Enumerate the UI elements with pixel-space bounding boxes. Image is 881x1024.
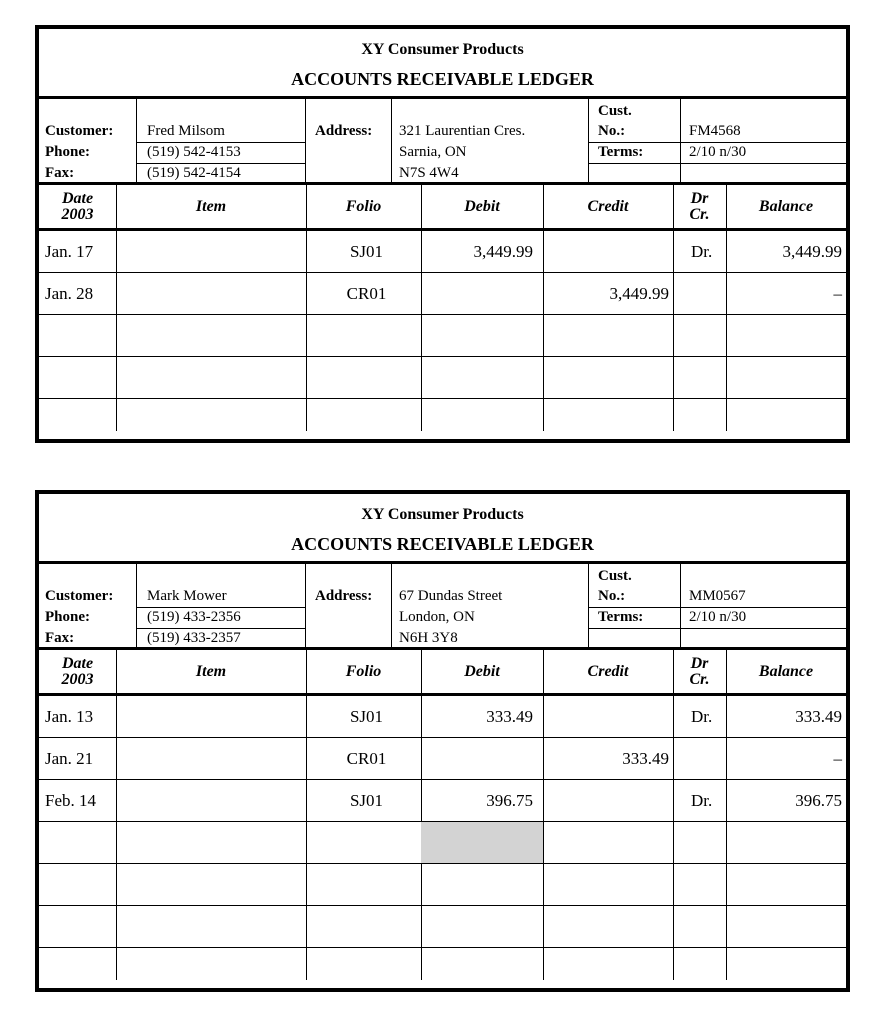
col-balance-label: Balance xyxy=(758,197,814,215)
info-rule xyxy=(588,607,846,608)
col-date xyxy=(39,650,116,693)
entry-debit xyxy=(425,948,533,989)
entry-folio xyxy=(309,315,424,356)
col-balance-label: Balance xyxy=(758,662,814,680)
entry-debit xyxy=(425,273,533,314)
customer-name: Fred Milsom xyxy=(147,123,225,139)
info-divider xyxy=(305,564,306,647)
col-debit xyxy=(421,650,543,693)
info-rule xyxy=(136,163,305,164)
entry-debit xyxy=(425,822,533,863)
address-line-1: 321 Laurentian Cres. xyxy=(399,123,526,139)
col-debit xyxy=(421,185,543,228)
ledger-card-fred-milsom xyxy=(35,25,850,443)
entry-drcr: Dr. xyxy=(691,791,713,810)
entry-balance xyxy=(729,948,842,989)
entry-debit xyxy=(425,357,533,398)
col-date-label: 2003 xyxy=(61,205,94,223)
ledger-row xyxy=(39,822,846,864)
fax-number: (519) 433-2357 xyxy=(147,630,241,646)
col-drcr xyxy=(673,650,726,693)
payment-terms: 2/10 n/30 xyxy=(689,609,747,625)
entry-folio xyxy=(309,357,424,398)
address-label: Address: xyxy=(315,588,373,604)
col-drcr xyxy=(673,185,726,228)
entry-date: Jan. 21 xyxy=(45,749,94,768)
entry-folio xyxy=(309,906,424,947)
entry-credit xyxy=(547,948,669,989)
entry-debit xyxy=(425,315,533,356)
col-item xyxy=(116,650,306,693)
info-divider xyxy=(391,564,392,647)
phone-number: (519) 542-4153 xyxy=(147,144,241,160)
terms-label: Terms: xyxy=(598,144,644,160)
ledger-row xyxy=(39,273,846,315)
info-rule xyxy=(588,628,846,629)
col-date-label: 2003 xyxy=(61,670,94,688)
entry-credit xyxy=(547,822,669,863)
col-credit xyxy=(543,185,673,228)
col-folio-label: Folio xyxy=(345,197,382,215)
ledger-row xyxy=(39,696,846,738)
entry-debit xyxy=(425,864,533,905)
entry-folio xyxy=(309,864,424,905)
col-balance xyxy=(726,185,846,228)
entry-folio: CR01 xyxy=(346,284,387,303)
address-line-3: N7S 4W4 xyxy=(399,165,459,181)
col-folio xyxy=(306,185,421,228)
entry-date: Jan. 13 xyxy=(45,707,94,726)
col-folio xyxy=(306,650,421,693)
entry-date: Jan. 17 xyxy=(45,242,94,261)
entry-credit xyxy=(547,864,669,905)
entry-credit: 3,449.99 xyxy=(609,284,669,303)
col-date-label: Date xyxy=(61,654,94,672)
info-divider xyxy=(136,99,137,182)
column-headings xyxy=(39,650,846,696)
entry-folio: SJ01 xyxy=(349,707,384,726)
terms-label: Terms: xyxy=(598,609,644,625)
fax-label: Fax: xyxy=(45,165,75,181)
col-debit-label: Debit xyxy=(464,197,500,215)
info-divider xyxy=(680,564,681,647)
entry-credit xyxy=(547,231,669,272)
address-label: Address: xyxy=(315,123,373,139)
customer-label: Customer: xyxy=(45,588,114,604)
entry-balance: – xyxy=(833,749,842,768)
customer-number: MM0567 xyxy=(689,588,746,604)
info-divider xyxy=(588,99,589,182)
ledger-row xyxy=(39,864,846,906)
entry-balance xyxy=(729,315,842,356)
ledger-row xyxy=(39,315,846,357)
entry-folio xyxy=(309,822,424,863)
entry-credit xyxy=(547,399,669,440)
col-date xyxy=(39,185,116,228)
info-divider xyxy=(680,99,681,182)
customer-name: Mark Mower xyxy=(147,588,227,604)
entry-folio: CR01 xyxy=(346,749,387,768)
col-debit-label: Debit xyxy=(464,662,500,680)
entry-balance xyxy=(729,822,842,863)
ledger-header xyxy=(39,494,846,564)
entry-credit: 333.49 xyxy=(622,749,669,768)
cust-no-label-line-1: Cust. xyxy=(598,103,632,119)
phone-number: (519) 433-2356 xyxy=(147,609,241,625)
info-divider xyxy=(391,99,392,182)
info-rule xyxy=(136,607,305,608)
info-rule xyxy=(136,628,305,629)
entry-balance xyxy=(729,906,842,947)
customer-number: FM4568 xyxy=(689,123,741,139)
entry-debit xyxy=(425,906,533,947)
entry-credit xyxy=(547,780,669,821)
fax-number: (519) 542-4154 xyxy=(147,165,241,181)
ledger-entries xyxy=(39,696,846,990)
entry-drcr: Dr. xyxy=(691,707,713,726)
col-drcr-label: Cr. xyxy=(689,205,710,223)
col-drcr-label: Dr xyxy=(690,189,709,207)
customer-info xyxy=(39,564,846,650)
customer-info xyxy=(39,99,846,185)
col-item-label: Item xyxy=(195,662,227,680)
phone-label: Phone: xyxy=(45,609,90,625)
col-item xyxy=(116,185,306,228)
entry-folio: SJ01 xyxy=(349,791,384,810)
company-name: XY Consumer Products xyxy=(361,506,524,523)
entry-debit xyxy=(425,399,533,440)
ledger-header xyxy=(39,29,846,99)
info-divider xyxy=(305,99,306,182)
col-drcr-label: Cr. xyxy=(689,670,710,688)
address-line-2: London, ON xyxy=(399,609,475,625)
entry-folio xyxy=(309,399,424,440)
col-credit-label: Credit xyxy=(587,662,629,680)
entry-folio xyxy=(309,948,424,989)
payment-terms: 2/10 n/30 xyxy=(689,144,747,160)
entry-credit xyxy=(547,315,669,356)
entry-folio: SJ01 xyxy=(349,242,384,261)
info-rule xyxy=(588,163,846,164)
info-rule xyxy=(588,142,846,143)
address-line-2: Sarnia, ON xyxy=(399,144,467,160)
entry-balance xyxy=(729,399,842,440)
ledger-row xyxy=(39,399,846,441)
entry-date: Feb. 14 xyxy=(45,791,96,810)
ledger-entries xyxy=(39,231,846,441)
col-item-label: Item xyxy=(195,197,227,215)
entry-credit xyxy=(547,357,669,398)
col-folio-label: Folio xyxy=(345,662,382,680)
info-rule xyxy=(136,142,305,143)
entry-balance: 333.49 xyxy=(795,707,842,726)
ledger-row xyxy=(39,906,846,948)
entry-balance: 396.75 xyxy=(795,791,842,810)
ledger-card-mark-mower xyxy=(35,490,850,992)
cust-no-label-line-2: No.: xyxy=(598,123,626,139)
address-line-3: N6H 3Y8 xyxy=(399,630,458,646)
col-credit xyxy=(543,650,673,693)
entry-balance: 3,449.99 xyxy=(782,242,842,261)
fax-label: Fax: xyxy=(45,630,75,646)
col-drcr-label: Dr xyxy=(690,654,709,672)
customer-label: Customer: xyxy=(45,123,114,139)
cust-no-label-line-2: No.: xyxy=(598,588,626,604)
column-headings xyxy=(39,185,846,231)
entry-debit: 333.49 xyxy=(486,707,533,726)
info-divider xyxy=(136,564,137,647)
ledger-row xyxy=(39,231,846,273)
entry-balance xyxy=(729,864,842,905)
entry-balance xyxy=(729,357,842,398)
entry-credit xyxy=(547,906,669,947)
entry-balance: – xyxy=(833,284,842,303)
address-line-1: 67 Dundas Street xyxy=(399,588,503,604)
company-name: XY Consumer Products xyxy=(361,41,524,58)
ledger-row xyxy=(39,948,846,990)
entry-credit xyxy=(547,696,669,737)
entry-drcr: Dr. xyxy=(691,242,713,261)
entry-debit: 3,449.99 xyxy=(473,242,533,261)
ledger-title: ACCOUNTS RECEIVABLE LEDGER xyxy=(291,69,594,89)
ledger-row xyxy=(39,357,846,399)
col-balance xyxy=(726,650,846,693)
ledger-title: ACCOUNTS RECEIVABLE LEDGER xyxy=(291,534,594,554)
col-date-label: Date xyxy=(61,189,94,207)
info-divider xyxy=(588,564,589,647)
entry-date: Jan. 28 xyxy=(45,284,94,303)
ledger-row xyxy=(39,780,846,822)
phone-label: Phone: xyxy=(45,144,90,160)
cust-no-label-line-1: Cust. xyxy=(598,568,632,584)
col-credit-label: Credit xyxy=(587,197,629,215)
entry-debit: 396.75 xyxy=(486,791,533,810)
ledger-row xyxy=(39,738,846,780)
entry-debit xyxy=(425,738,533,779)
